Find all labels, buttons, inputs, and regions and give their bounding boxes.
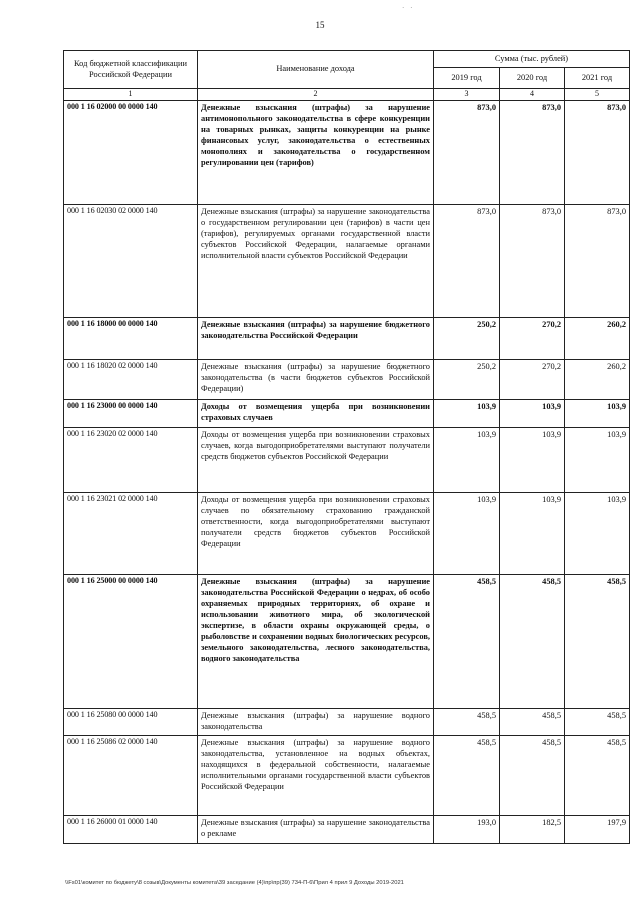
budget-code: 000 1 16 25080 00 0000 140 (64, 708, 198, 735)
table-row (64, 815, 630, 843)
value-2020: 103,9 (500, 492, 565, 574)
value-2021: 197,9 (565, 815, 630, 843)
value-2019: 873,0 (434, 204, 500, 317)
column-number: 5 (565, 89, 630, 101)
value-2020: 270,2 (500, 317, 565, 359)
header-year-2019: 2019 год (434, 68, 500, 89)
value-2019: 250,2 (434, 317, 500, 359)
revenue-name: Доходы от возмещения ущерба при возникновении страховых случаев по обязательному страхованию гражданской ответственности, когда выгодоприобретателями выступают получатели средств бюджетов субъектов Российской Федерации (198, 492, 434, 574)
value-2021: 103,9 (565, 492, 630, 574)
budget-code: 000 1 16 23020 02 0000 140 (64, 427, 198, 492)
value-2019: 103,9 (434, 492, 500, 574)
header-sum: Сумма (тыс. рублей) (434, 51, 630, 68)
revenue-name: Денежные взыскания (штрафы) за нарушение законодательства Российской Федерации о недрах, об особо охраняемых природных территориях, об охране и использовании животного мира, об экологической экспертизе, в области охраны окружающей среды, о рыболовстве и сохранении водных биологических ресурсов, земельного законодательства, лесного законодательства, водного законодательства (198, 574, 434, 708)
value-2019: 873,0 (434, 100, 500, 204)
budget-code: 000 1 16 25086 02 0000 140 (64, 735, 198, 815)
value-2019: 458,5 (434, 708, 500, 735)
value-2021: 103,9 (565, 399, 630, 427)
value-2020: 270,2 (500, 359, 565, 399)
document-file-path: \\Fs01\комитет по бюджету\8 созыв\Документы комитета\39 заседание (4)\пр\пр(39) 734-П-6\Прил 4 прил 9 Доходы 2019-2021 (65, 880, 404, 886)
corner-mark: · · (402, 4, 415, 12)
value-2019: 103,9 (434, 427, 500, 492)
budget-code: 000 1 16 02030 02 0000 140 (64, 204, 198, 317)
table-body (64, 100, 630, 843)
revenue-name: Денежные взыскания (штрафы) за нарушение водного законодательства, установленное на водных объектах, находящихся в федеральной собственности, налагаемые исполнительными органами государственной власти субъектов Российской Федерации (198, 735, 434, 815)
value-2021: 260,2 (565, 317, 630, 359)
revenue-name: Доходы от возмещения ущерба при возникновении страховых случаев (198, 399, 434, 427)
value-2020: 458,5 (500, 735, 565, 815)
value-2019: 193,0 (434, 815, 500, 843)
table-row (64, 359, 630, 399)
budget-code: 000 1 16 02000 00 0000 140 (64, 100, 198, 204)
column-number: 4 (500, 89, 565, 101)
table-row (64, 317, 630, 359)
budget-code: 000 1 16 18020 02 0000 140 (64, 359, 198, 399)
header-name: Наименование дохода (198, 51, 434, 89)
value-2020: 182,5 (500, 815, 565, 843)
revenue-name: Денежные взыскания (штрафы) за нарушение водного законодательства (198, 708, 434, 735)
revenue-name: Денежные взыскания (штрафы) за нарушение бюджетного законодательства (в части бюджетов субъектов Российской Федерации) (198, 359, 434, 399)
value-2020: 458,5 (500, 708, 565, 735)
budget-code: 000 1 16 26000 01 0000 140 (64, 815, 198, 843)
table-row (64, 735, 630, 815)
column-number: 1 (64, 89, 198, 101)
table-row (64, 708, 630, 735)
header-code: Код бюджетной классификации Российской Федерации (64, 51, 198, 89)
revenue-name: Денежные взыскания (штрафы) за нарушение законодательства о государственном регулировании цен (тарифов) в части цен (тарифов), регулируемых органами государственной власти субъектов Российской Федерации, налагаемые органами исполнительной власти субъектов Российской Федерации (198, 204, 434, 317)
value-2021: 458,5 (565, 735, 630, 815)
value-2021: 458,5 (565, 708, 630, 735)
column-number: 3 (434, 89, 500, 101)
table-row (64, 574, 630, 708)
revenue-table (63, 50, 630, 844)
value-2020: 873,0 (500, 100, 565, 204)
value-2021: 873,0 (565, 100, 630, 204)
table-row (64, 399, 630, 427)
budget-code: 000 1 16 23000 00 0000 140 (64, 399, 198, 427)
budget-code: 000 1 16 25000 00 0000 140 (64, 574, 198, 708)
revenue-name: Доходы от возмещения ущерба при возникновении страховых случаев, когда выгодоприобретателями выступают получатели средств бюджетов субъектов Российской Федерации (198, 427, 434, 492)
revenue-name: Денежные взыскания (штрафы) за нарушение бюджетного законодательства Российской Федерации (198, 317, 434, 359)
revenue-name: Денежные взыскания (штрафы) за нарушение антимонопольного законодательства в сфере конкуренции на товарных рынках, защиты конкуренции на рынке финансовых услуг, законодательства о естественных монополиях и законодательства о государственном регулировании цен (тарифов) (198, 100, 434, 204)
table-row (64, 427, 630, 492)
value-2020: 103,9 (500, 399, 565, 427)
value-2019: 250,2 (434, 359, 500, 399)
value-2021: 458,5 (565, 574, 630, 708)
table-row (64, 204, 630, 317)
page-number: 15 (315, 20, 325, 30)
value-2021: 873,0 (565, 204, 630, 317)
value-2020: 103,9 (500, 427, 565, 492)
column-number-row (64, 89, 630, 101)
value-2020: 873,0 (500, 204, 565, 317)
value-2019: 103,9 (434, 399, 500, 427)
value-2019: 458,5 (434, 735, 500, 815)
budget-code: 000 1 16 23021 02 0000 140 (64, 492, 198, 574)
value-2021: 103,9 (565, 427, 630, 492)
column-number: 2 (198, 89, 434, 101)
value-2021: 260,2 (565, 359, 630, 399)
revenue-name: Денежные взыскания (штрафы) за нарушение законодательства о рекламе (198, 815, 434, 843)
header-year-2020: 2020 год (500, 68, 565, 89)
table-row (64, 492, 630, 574)
table-row (64, 100, 630, 204)
value-2020: 458,5 (500, 574, 565, 708)
value-2019: 458,5 (434, 574, 500, 708)
header-year-2021: 2021 год (565, 68, 630, 89)
budget-code: 000 1 16 18000 00 0000 140 (64, 317, 198, 359)
